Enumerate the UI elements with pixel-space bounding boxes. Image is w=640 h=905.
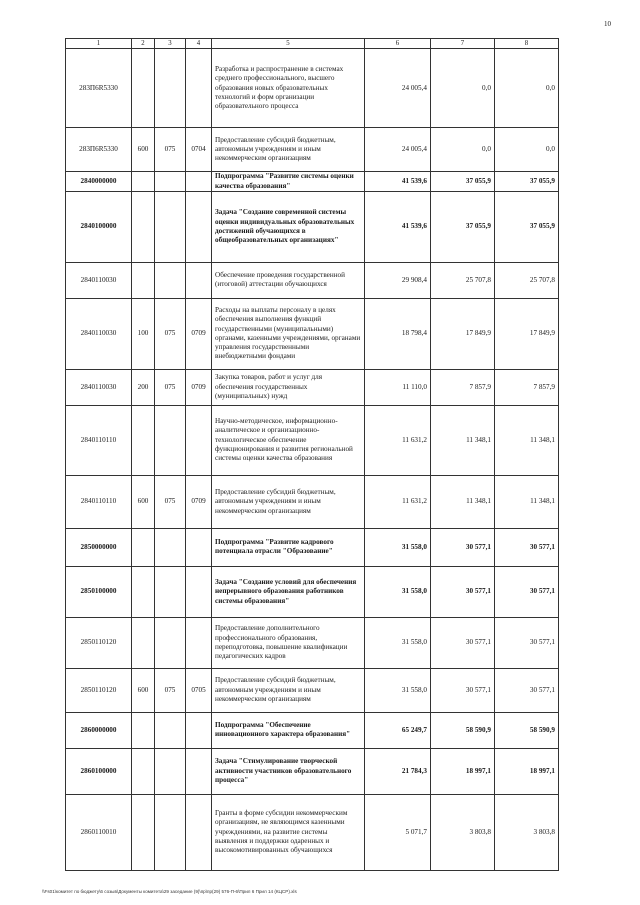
budget-code-cell: 2850100000 [66,566,132,617]
description-cell: Обеспечение проведения государственной (итоговой) аттестации обучающихся [212,262,365,298]
amount-2024-cell: 11 348,1 [431,475,495,528]
column-header: 7 [431,39,495,49]
amount-2025-cell: 58 590,9 [495,712,559,748]
vr-cell [132,405,155,475]
amount-2023-cell: 11 631,2 [365,405,431,475]
column-header: 5 [212,39,365,49]
vr-cell [132,748,155,794]
budget-code-cell: 2850000000 [66,528,132,566]
ministry-cell: 075 [155,128,186,172]
budget-code-cell: 2860100000 [66,748,132,794]
vr-cell [132,262,155,298]
budget-code-cell: 283П6R5330 [66,128,132,172]
amount-2023-cell: 24 005,4 [365,49,431,128]
amount-2025-cell: 0,0 [495,49,559,128]
amount-2025-cell: 0,0 [495,128,559,172]
amount-2024-cell: 58 590,9 [431,712,495,748]
amount-2024-cell: 0,0 [431,128,495,172]
vr-cell: 600 [132,475,155,528]
ministry-cell [155,712,186,748]
vr-cell [132,617,155,668]
description-cell: Задача "Создание условий для обеспечения непрерывного образования работников системы образования" [212,566,365,617]
amount-2023-cell: 31 558,0 [365,668,431,712]
amount-2023-cell: 31 558,0 [365,617,431,668]
table-row [66,128,559,172]
section-cell [186,748,212,794]
vr-cell [132,794,155,870]
ministry-cell [155,172,186,192]
table-row [66,262,559,298]
description-cell: Подпрограмма "Обеспечение инновационного характера образования" [212,712,365,748]
description-cell: Научно-методическое, информационно-аналитическое и организационно-технологическое обеспечение функционирования и развития региональной системы оценки качества образования [212,405,365,475]
section-cell: 0709 [186,298,212,369]
amount-2023-cell: 5 071,7 [365,794,431,870]
amount-2024-cell: 25 707,8 [431,262,495,298]
budget-code-cell: 2840110110 [66,405,132,475]
vr-cell [132,49,155,128]
amount-2023-cell: 41 539,6 [365,191,431,262]
ministry-cell [155,49,186,128]
amount-2024-cell: 17 849,9 [431,298,495,369]
table-row [66,528,559,566]
ministry-cell [155,528,186,566]
amount-2025-cell: 7 857,9 [495,369,559,405]
amount-2024-cell: 37 055,9 [431,172,495,192]
budget-code-cell: 2860110010 [66,794,132,870]
section-cell [186,528,212,566]
table-row [66,748,559,794]
section-cell: 0704 [186,128,212,172]
amount-2025-cell: 17 849,9 [495,298,559,369]
amount-2024-cell: 18 997,1 [431,748,495,794]
budget-table [65,38,559,871]
vr-cell [132,172,155,192]
amount-2025-cell: 30 577,1 [495,668,559,712]
vr-cell: 600 [132,668,155,712]
table-row [66,668,559,712]
amount-2023-cell: 21 784,3 [365,748,431,794]
ministry-cell [155,405,186,475]
description-cell: Разработка и распространение в системах среднего профессионального, высшего образования новых образовательных технологий и форм организации образовательного процесса [212,49,365,128]
budget-code-cell: 2840110030 [66,369,132,405]
table-row [66,712,559,748]
table-row [66,566,559,617]
budget-code-cell: 2840110110 [66,475,132,528]
amount-2024-cell: 7 857,9 [431,369,495,405]
amount-2024-cell: 37 055,9 [431,191,495,262]
table-row [66,405,559,475]
ministry-cell [155,748,186,794]
budget-code-cell: 283П6R5330 [66,49,132,128]
amount-2024-cell: 30 577,1 [431,668,495,712]
amount-2025-cell: 18 997,1 [495,748,559,794]
amount-2023-cell: 29 908,4 [365,262,431,298]
budget-code-cell: 2840100000 [66,191,132,262]
budget-code-cell: 2850110120 [66,668,132,712]
column-header: 8 [495,39,559,49]
section-cell [186,794,212,870]
amount-2024-cell: 30 577,1 [431,528,495,566]
section-cell [186,405,212,475]
vr-cell [132,528,155,566]
amount-2025-cell: 25 707,8 [495,262,559,298]
amount-2024-cell: 30 577,1 [431,617,495,668]
section-cell [186,262,212,298]
description-cell: Задача "Стимулирование творческой активности участников образовательного процесса" [212,748,365,794]
description-cell: Подпрограмма "Развитие системы оценки качества образования" [212,172,365,192]
amount-2023-cell: 11 110,0 [365,369,431,405]
amount-2025-cell: 11 348,1 [495,475,559,528]
description-cell: Гранты в форме субсидии некоммерческим организациям, не являющимся казенными учреждениями, на развитие системы выявления и поддержки одаренных и высокомотивированных обучающихся [212,794,365,870]
budget-code-cell: 2850110120 [66,617,132,668]
ministry-cell [155,191,186,262]
section-cell [186,191,212,262]
amount-2023-cell: 31 558,0 [365,528,431,566]
ministry-cell: 075 [155,668,186,712]
ministry-cell [155,794,186,870]
amount-2025-cell: 37 055,9 [495,191,559,262]
amount-2023-cell: 18 798,4 [365,298,431,369]
page-number: 10 [604,20,611,28]
table-row [66,617,559,668]
ministry-cell: 075 [155,298,186,369]
description-cell: Предоставление субсидий бюджетным, автономным учреждениям и иным некоммерческим организациям [212,475,365,528]
description-cell: Закупка товаров, работ и услуг для обеспечения государственных (муниципальных) нужд [212,369,365,405]
description-cell: Предоставление дополнительного профессионального образования, переподготовка, повышение квалификации педагогических кадров [212,617,365,668]
budget-code-cell: 2840110030 [66,262,132,298]
column-header: 1 [66,39,132,49]
table-row [66,172,559,192]
amount-2024-cell: 3 803,8 [431,794,495,870]
amount-2025-cell: 11 348,1 [495,405,559,475]
amount-2023-cell: 65 249,7 [365,712,431,748]
file-path-footer: \\Fs01\комитет по бюджету\6 созыв\Документы комитета\29 заседание (9)\пр\пр(29) 576-П-6\Прил 6 Прил 14 (КЦСР).xls [42,889,297,894]
section-cell: 0709 [186,475,212,528]
section-cell: 0705 [186,668,212,712]
amount-2023-cell: 31 558,0 [365,566,431,617]
amount-2025-cell: 3 803,8 [495,794,559,870]
amount-2025-cell: 30 577,1 [495,528,559,566]
budget-code-cell: 2840110030 [66,298,132,369]
section-cell [186,617,212,668]
ministry-cell [155,262,186,298]
description-cell: Расходы на выплаты персоналу в целях обеспечения выполнения функций государственными (муниципальными) органами, казенными учреждениями, органами управления государственными внебюджетными фондами [212,298,365,369]
budget-code-cell: 2860000000 [66,712,132,748]
amount-2025-cell: 37 055,9 [495,172,559,192]
vr-cell: 100 [132,298,155,369]
amount-2024-cell: 11 348,1 [431,405,495,475]
vr-cell [132,191,155,262]
section-cell [186,49,212,128]
amount-2024-cell: 0,0 [431,49,495,128]
table-row [66,475,559,528]
table-row [66,369,559,405]
amount-2023-cell: 11 631,2 [365,475,431,528]
table-row [66,191,559,262]
vr-cell [132,566,155,617]
amount-2025-cell: 30 577,1 [495,566,559,617]
column-header: 6 [365,39,431,49]
budget-code-cell: 2840000000 [66,172,132,192]
table-header-row [66,39,559,49]
vr-cell [132,712,155,748]
section-cell [186,172,212,192]
section-cell [186,566,212,617]
amount-2025-cell: 30 577,1 [495,617,559,668]
amount-2024-cell: 30 577,1 [431,566,495,617]
ministry-cell: 075 [155,369,186,405]
column-header: 3 [155,39,186,49]
table-row [66,298,559,369]
ministry-cell [155,617,186,668]
ministry-cell: 075 [155,475,186,528]
description-cell: Предоставление субсидий бюджетным, автономным учреждениям и иным некоммерческим организациям [212,128,365,172]
section-cell [186,712,212,748]
description-cell: Предоставление субсидий бюджетным, автономным учреждениям и иным некоммерческим организациям [212,668,365,712]
column-header: 4 [186,39,212,49]
description-cell: Задача "Создание современной системы оценки индивидуальных образовательных достижений обучающихся в общеобразовательных организациях" [212,191,365,262]
vr-cell: 200 [132,369,155,405]
section-cell: 0709 [186,369,212,405]
amount-2023-cell: 24 005,4 [365,128,431,172]
amount-2023-cell: 41 539,6 [365,172,431,192]
description-cell: Подпрограмма "Развитие кадрового потенциала отрасли "Образование" [212,528,365,566]
table-row [66,49,559,128]
ministry-cell [155,566,186,617]
table-row [66,794,559,870]
vr-cell: 600 [132,128,155,172]
column-header: 2 [132,39,155,49]
